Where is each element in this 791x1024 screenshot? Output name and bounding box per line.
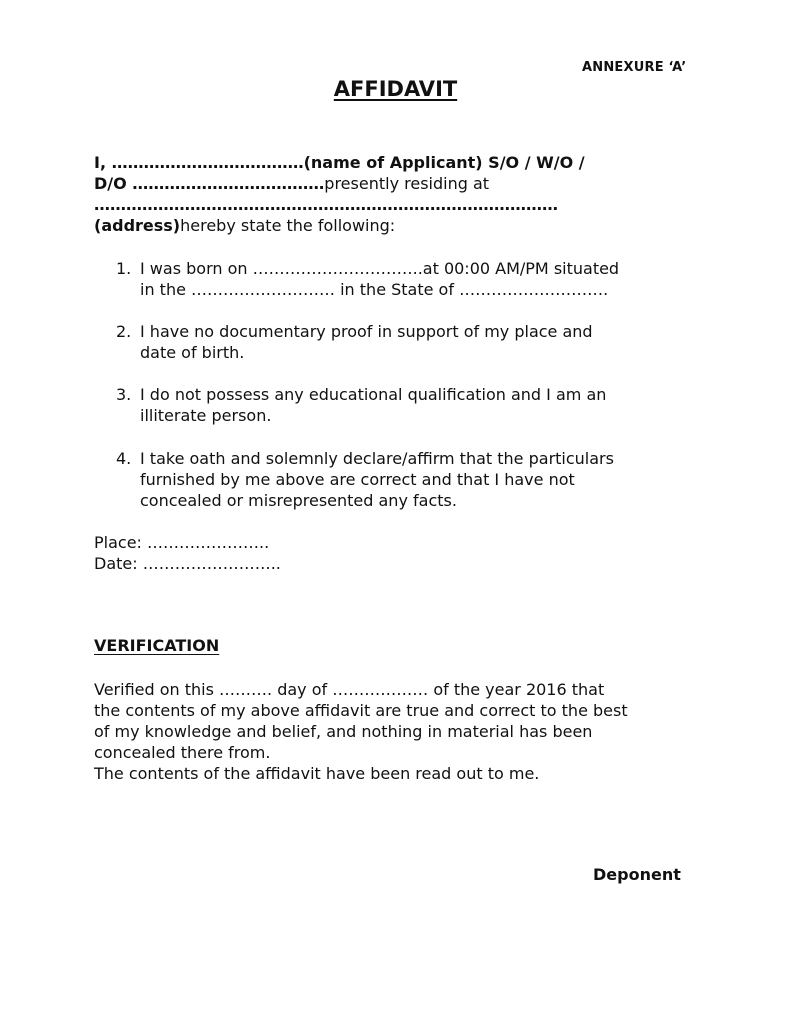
intro-line-4-rest: hereby state the following: — [180, 216, 396, 235]
item-number: 3. — [116, 385, 132, 404]
list-item — [116, 321, 593, 363]
item-text: illiterate person. — [140, 406, 272, 425]
item-text: furnished by me above are correct and that I have not — [140, 470, 575, 489]
date-field: Date: …………………….. — [94, 554, 281, 573]
intro-line-4-bold: (address) — [94, 216, 181, 235]
item-text: concealed or misrepresented any facts. — [140, 491, 457, 510]
intro-line-1: I, ………………………………(name of Applicant) S/O / W/O / — [94, 153, 585, 172]
verification-paragraph — [94, 679, 628, 784]
list-item — [116, 448, 614, 511]
verification-line: concealed there from. — [94, 743, 271, 762]
title-text: AFFIDAVIT — [333, 77, 458, 101]
document-title — [0, 77, 791, 101]
intro-line-2-bold: D/O ……………………………… — [94, 174, 325, 193]
verification-line: the contents of my above affidavit are true and correct to the best — [94, 701, 628, 720]
verification-line: Verified on this ………. day of ……………… of the year 2016 that — [94, 680, 605, 699]
place-field: Place: ………………….. — [94, 533, 270, 552]
verification-heading: VERIFICATION — [94, 636, 220, 655]
deponent-signature-label: Deponent — [593, 865, 681, 884]
item-text: I do not possess any educational qualification and I am an — [140, 385, 607, 404]
item-text: I take oath and solemnly declare/affirm that the particulars — [140, 449, 614, 468]
annexure-label: ANNEXURE ‘A’ — [582, 60, 687, 75]
item-number: 1. — [116, 259, 132, 278]
list-item — [116, 384, 606, 426]
verification-line: of my knowledge and belief, and nothing in material has been — [94, 722, 593, 741]
item-number: 2. — [116, 322, 132, 341]
intro-line-2-rest: presently residing at — [324, 174, 490, 193]
item-text: in the ……………………… in the State of ………………………. — [140, 280, 609, 299]
item-text: I was born on …………………………..at 00:00 AM/PM situated — [140, 259, 620, 278]
item-text: date of birth. — [140, 343, 245, 362]
intro-paragraph — [94, 152, 585, 236]
list-item — [116, 258, 619, 300]
place-date-block — [94, 532, 281, 574]
intro-line-3: …………………………………………………………………………… — [94, 195, 558, 214]
item-text: I have no documentary proof in support of my place and — [140, 322, 593, 341]
item-number: 4. — [116, 449, 132, 468]
verification-line: The contents of the affidavit have been read out to me. — [94, 764, 540, 783]
